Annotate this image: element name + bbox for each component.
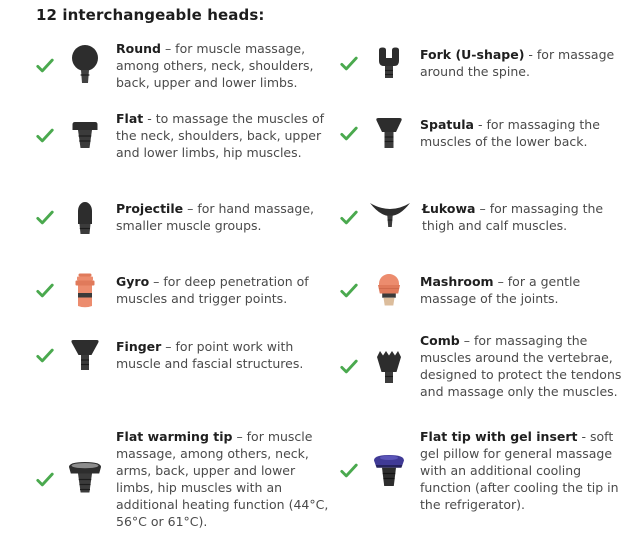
list-item-projectile	[36, 194, 334, 240]
head-description: Flat tip with gel insert - soft gel pillow for general massage with an additional cooling function (after cooling the tip in the refrigerator).	[420, 429, 619, 512]
list-item-mashroom	[334, 267, 634, 313]
head-name: Spatula	[420, 117, 474, 132]
head-description: Projectile – for hand massage, smaller muscle groups.	[116, 201, 315, 233]
checkmark-icon	[340, 210, 358, 225]
checkmark-icon	[36, 348, 54, 363]
arc-head-icon	[367, 194, 413, 240]
head-name: Łukowa	[422, 201, 476, 216]
head-description: Finger – for point work with muscle and fascial structures.	[116, 339, 304, 371]
head-name: Flat	[116, 111, 144, 126]
list-item-flat-tip-gel-insert	[334, 428, 634, 513]
checkmark-icon	[340, 463, 358, 478]
checkmark-icon	[36, 283, 54, 298]
mushroom-head-icon	[367, 267, 411, 313]
head-name: Mashroom	[420, 274, 494, 289]
flat-tip-gel-insert-icon	[367, 448, 411, 494]
fork-head-icon	[367, 40, 411, 86]
head-name: Flat tip with gel insert	[420, 429, 578, 444]
checkmark-icon	[340, 359, 358, 374]
list-item-flat-warming-tip	[36, 428, 334, 530]
checkmark-icon	[36, 472, 54, 487]
spatula-head-icon	[367, 110, 411, 156]
head-description: Round – for muscle massage, among others, neck, shoulders, back, upper and lower limbs.	[116, 41, 314, 90]
head-description: Mashroom – for a gentle massage of the joints.	[420, 274, 581, 306]
head-description: Comb – for massaging the muscles around the vertebrae, designed to protect the tendons and massage only the muscles.	[420, 333, 622, 399]
head-description: Flat - to massage the muscles of the neck, shoulders, back, upper and lower limbs, hip muscles.	[116, 111, 325, 160]
head-name: Round	[116, 41, 161, 56]
page-title: 12 interchangeable heads:	[36, 6, 265, 24]
list-item-finger	[36, 332, 334, 378]
list-item-fork	[334, 40, 634, 86]
head-description: Łukowa – for massaging the thigh and calf muscles.	[422, 201, 604, 233]
flat-warming-tip-icon	[63, 456, 107, 502]
head-name: Projectile	[116, 201, 184, 216]
checkmark-icon	[340, 283, 358, 298]
checkmark-icon	[36, 128, 54, 143]
list-item-flat	[36, 110, 334, 161]
checkmark-icon	[36, 210, 54, 225]
comb-head-icon	[367, 343, 411, 389]
head-name: Finger	[116, 339, 162, 354]
head-name: Fork (U-shape)	[420, 47, 525, 62]
round-head-icon	[63, 43, 107, 89]
head-description: Spatula - for massaging the muscles of the lower back.	[420, 117, 600, 149]
gyro-head-icon	[63, 267, 107, 313]
projectile-head-icon	[63, 194, 107, 240]
head-name: Comb	[420, 333, 460, 348]
heads-grid	[36, 40, 634, 530]
head-name: Gyro	[116, 274, 150, 289]
head-description: Fork (U-shape) - for massage around the spine.	[420, 47, 615, 79]
list-item-gyro	[36, 267, 334, 313]
head-description: Gyro – for deep penetration of muscles and trigger points.	[116, 274, 309, 306]
head-description: Flat warming tip – for muscle massage, among others, neck, arms, back, upper and lower limbs, hip muscles with an additional heating function (44°C, 56°C or 61°C).	[116, 429, 329, 529]
checkmark-icon	[340, 56, 358, 71]
flat-head-icon	[63, 113, 107, 159]
list-item-lukowa	[334, 194, 634, 240]
list-item-spatula	[334, 110, 634, 156]
finger-head-icon	[63, 332, 107, 378]
checkmark-icon	[340, 126, 358, 141]
checkmark-icon	[36, 58, 54, 73]
head-name: Flat warming tip	[116, 429, 233, 444]
list-item-comb	[334, 332, 634, 400]
list-item-round	[36, 40, 334, 91]
